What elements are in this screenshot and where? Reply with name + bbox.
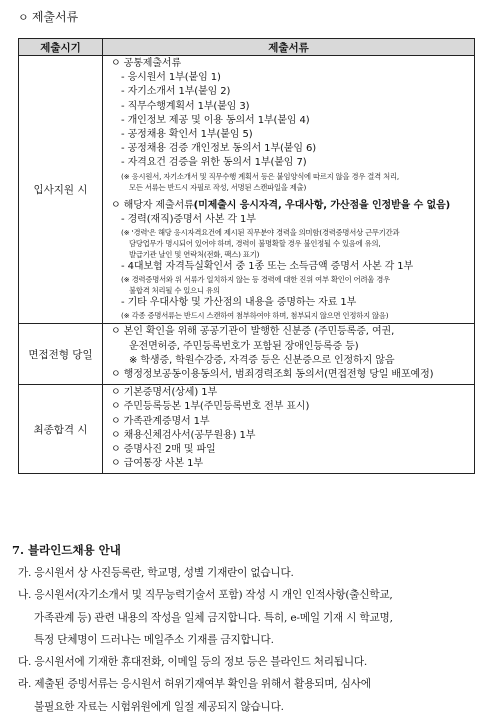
- table-row-interview: [19, 324, 475, 385]
- document-line: ㅇ 주민등록등본 1부(주민등록번호 전부 표시): [111, 401, 310, 413]
- document-line-emphasis: ㅇ 해당자 제출서류(미제출시 응시자격, 우대사항, 가산점을 인정받을 수 없음): [111, 199, 451, 211]
- document-line: 발급기관 날인 및 연락처(전화, 팩스) 표기): [129, 250, 260, 260]
- documents-cell: [103, 56, 475, 324]
- document-line: - 자기소개서 1부(붙임 2): [121, 86, 231, 98]
- phase-cell: 최종합격 시: [19, 385, 103, 474]
- blind-hiring-notes: [18, 562, 478, 718]
- documents-cell: [103, 385, 475, 474]
- document-line: ㅇ 급여통장 사본 1부: [111, 458, 203, 470]
- document-line: ㅇ 가족관계증명서 1부: [111, 415, 210, 427]
- phase-cell: 입사지원 시: [19, 56, 103, 324]
- phase-cell: 면접전형 당일: [19, 324, 103, 385]
- document-line: - 공정채용 검증 개인정보 동의서 1부(붙임 6): [121, 143, 317, 155]
- document-line: ㅇ 행정정보공동이용동의서, 범죄경력조회 동의서(면접전형 당일 배포예정): [111, 369, 434, 381]
- document-line: 불합격 처리될 수 있으니 유의: [129, 286, 220, 296]
- document-line: (※ 각종 증명서류는 반드시 스캔하여 첨부하여야 하며, 첨부되지 않으면 인정하지 않음): [121, 311, 389, 321]
- document-line: ㅇ 증명사진 2매 및 파일: [111, 444, 216, 456]
- document-line: (※ 경력증명서와 위 서류가 일치하지 않는 등 경력에 대한 진위 여부 확인이 어려울 경우: [121, 275, 390, 285]
- table-row-final: [19, 385, 475, 474]
- table-header-row: [19, 39, 475, 56]
- document-line: 담당업무가 명시되어 있어야 하며, 경력이 불명확할 경우 불인정될 수 있음에 유의,: [129, 239, 381, 249]
- blind-note-line: 특정 단체명이 드러나는 메일주소 기재를 금지합니다.: [34, 633, 274, 646]
- document-line: 모든 서류는 반드시 자필로 작성, 서명된 스캔파일을 제출): [129, 182, 307, 192]
- documents-cell: [103, 324, 475, 385]
- blind-hiring-title: 7. 블라인드채용 안내: [12, 543, 121, 557]
- heading-text: 제출서류: [31, 10, 79, 24]
- document-line: - 응시원서 1부(붙임 1): [121, 72, 221, 84]
- header-documents: 제출서류: [103, 39, 475, 56]
- blind-note-line: 가족관계 등) 관련 내용의 작성을 일체 금지합니다. 특히, e-메일 기재 시 학교명,: [34, 611, 393, 624]
- document-line: ※ 학생증, 학원수강증, 자격증 등은 신분증으로 인정하지 않음: [129, 354, 395, 366]
- blind-note-line: 가. 응시원서 상 사진등록란, 학교명, 성별 기재란이 없습니다.: [18, 567, 294, 579]
- table-row-application: [19, 56, 475, 324]
- document-line: ㅇ 채용신체검사서(공무원용) 1부: [111, 429, 256, 441]
- document-line: 운전면허증, 주민등록번호가 포함된 장애인등록증 등): [129, 340, 359, 352]
- document-line: - 직무수행계획서 1부(붙임 3): [121, 100, 250, 112]
- bullet: ㅇ: [18, 11, 29, 24]
- submission-docs-heading: [18, 8, 78, 25]
- document-line: - 개인정보 제공 및 이용 동의서 1부(붙임 4): [121, 114, 310, 126]
- document-line: ㅇ 본인 확인을 위해 공공기관이 발행한 신분증 (주민등록증, 여권,: [111, 326, 395, 338]
- document-line: - 경력(재직)증명서 사본 각 1부: [121, 213, 256, 225]
- document-line: - 자격요건 검증을 위한 동의서 1부(붙임 7): [121, 157, 307, 169]
- document-line: ㅇ 공통제출서류: [111, 58, 181, 69]
- document-line: - 공정채용 확인서 1부(붙임 5): [121, 129, 253, 141]
- blind-note-line: 라. 제출된 증빙서류는 응시원서 허위기재여부 확인을 위해서 활용되며, 심사에: [18, 678, 371, 691]
- blind-note-line: 나. 응시원서(자기소개서 및 직무능력기술서 포함) 작성 시 개인 인적사항(출신학교,: [18, 589, 393, 602]
- submission-docs-table: [18, 38, 475, 474]
- blind-note-line: 다. 응시원서에 기재한 휴대전화, 이메일 등의 정보 등은 블라인드 처리됩니다.: [18, 656, 368, 669]
- document-line: (※ '경력'은 해당 응시자격요건에 제시된 직무분야 경력을 의미함(경력증명서상 근무기간과: [121, 228, 400, 238]
- document-line: - 기타 우대사항 및 가산점의 내용을 증명하는 자료 1부: [121, 297, 357, 309]
- header-phase: 제출시기: [19, 39, 103, 56]
- document-line: - 4대보험 자격득실확인서 중 1종 또는 소득금액 증명서 사본 각 1부: [121, 261, 414, 273]
- document-line: ㅇ 기본증명서(상세) 1부: [111, 387, 218, 399]
- blind-note-line: 불필요한 자료는 시험위원에게 일절 제공되지 않습니다.: [34, 700, 284, 713]
- document-line: (※ 응시원서, 자기소개서 및 직무수행 계획서 등은 붙임양식에 따르지 않을 경우 결격 처리,: [121, 171, 399, 181]
